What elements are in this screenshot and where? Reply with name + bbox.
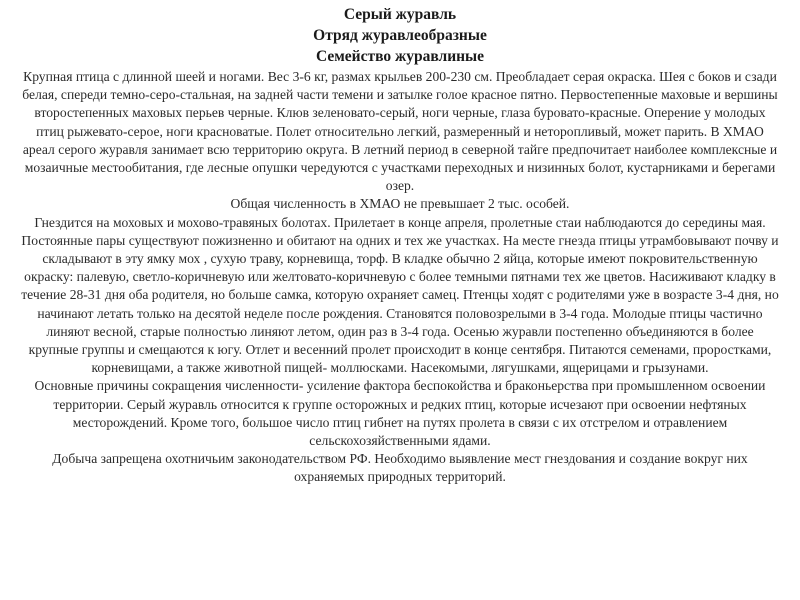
order-title: Отряд журавлеобразные	[313, 27, 487, 44]
title-block	[20, 4, 780, 67]
description-paragraph: Крупная птица с длинной шеей и ногами. Вес 3-6 кг, размах крыльев 200-230 см. Преобладает серая окраска. Шея с боков и сзади белая, спереди темно-серо-стальная, на задней части темени и затылке голое красное пятно. Первостепенные маховые и вершины второстепенных маховых перьев черные. Клюв зеленовато-серый, ноги черные, глаза буровато-красные. Оперение у молодых птиц рыжевато-серое, ноги красноватые. Полет относительно легкий, размеренный и неторопливый, может парить. В ХМАО ареал серого журавля занимает всю территорию округа. В летний период в северной тайге предпочитает наиболее комплексные и мозаичные местообитания, где лесные опушки чередуются с участками переходных и низинных болот, кустарниками и берегами озер.	[22, 69, 778, 194]
population-paragraph: Общая численность в ХМАО не превышает 2 тыс. особей.	[230, 196, 570, 212]
nesting-paragraph: Гнездится на моховых и мохово-травяных болотах. Прилетает в конце апреля, пролетные стаи наблюдаются до середины мая. Постоянные пары существуют пожизненно и обитают на одних и тех же участках. На месте гнезда птицы утрамбовывают почву и складывают в эту ямку мох , сухую траву, корневища, торф. В кладке обычно 2 яйца, которые имеют покровительственную окраску: палевую, светло-коричневую или желтовато-коричневую с более темными пятнами тех же цветов. Насиживают кладку в течение 28-31 дня оба родителя, но больше самка, которую охраняет самец. Птенцы ходят с родителями уже в возрасте 3-4 дня, но начинают летать только на десятой неделе после рождения. Становятся половозрелыми в 3-4 года. Молодые птицы частично линяют весной, старые полностью линяют летом, один раз в 3-4 года. Осенью журавли постепенно объединяются в более крупные группы и смещаются к югу. Отлет и весенний пролет происходит в конце сентября. Питаются семенами, проростками, корневищами, а также животной пищей- моллюсками. Насекомыми, лягушками, ящерицами и грызунами.	[21, 214, 779, 376]
family-title: Семейство журавлиные	[315, 48, 485, 65]
decline-causes-paragraph: Основные причины сокращения численности- усиление фактора беспокойства и браконьерства при промышленном освоении территории. Серый журавль относится к группе осторожных и редких птиц, которые исчезают при освоении нефтяных месторождений. Кроме того, большое число птиц гибнет на путях пролета в связи с их отстрелом и отравлением сельскохозяйственными ядами.	[34, 378, 766, 449]
species-title: Серый журавль	[343, 6, 457, 23]
protection-paragraph: Добыча запрещена охотничьим законодательством РФ. Необходимо выявление мест гнездования и создание вокруг них охраняемых природных территорий.	[52, 451, 748, 485]
